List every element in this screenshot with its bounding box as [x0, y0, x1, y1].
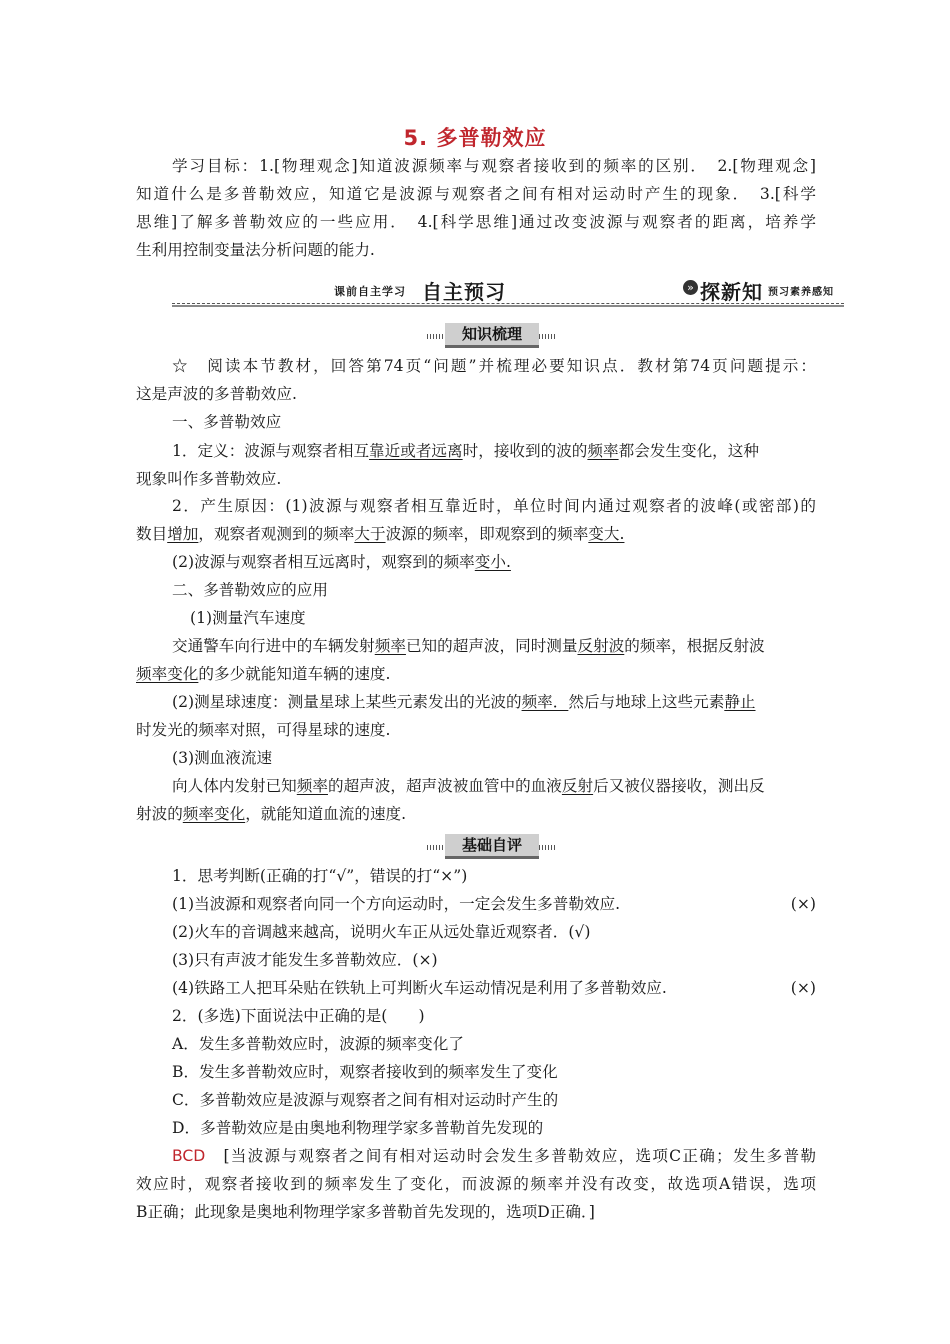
- app-star-line-2: 时发光的频率对照，可得星球的速度.: [136, 721, 391, 739]
- banner-arrow-icon: »: [683, 280, 698, 295]
- blank-answer: 频率变化: [182, 805, 246, 823]
- app-car-heading: (1)测量汽车速度: [190, 609, 306, 627]
- blank-answer: 反射: [561, 777, 594, 795]
- learning-goals-line-1: 学习目标：1.[物理观念]知道波源频率与观察者接收到的频率的区别． 2.[物理观念]: [172, 157, 816, 175]
- question-2-option-c: C．多普勒效应是波源与观察者之间有相对运动时产生的: [172, 1091, 559, 1109]
- answer-explanation-line-3: B正确；此现象是奥地利物理学家多普勒首先发现的，选项D正确．]: [136, 1203, 595, 1221]
- learning-goals-line-4: 生利用控制变量法分析问题的能力.: [136, 241, 375, 259]
- definition-line-2: 现象叫作多普勒效应.: [136, 470, 282, 488]
- learning-goals-line-2: 知道什么是多普勒效应，知道它是波源与观察者之间有相对运动时产生的现象． 3.[科学: [136, 185, 816, 203]
- blank-answer: 频率．: [521, 693, 569, 711]
- blank-answer: 变大.: [588, 525, 625, 543]
- blank-answer: 变小.: [474, 553, 511, 571]
- blank-answer: 静止: [724, 693, 756, 711]
- question-1-item-2: (2)火车的音调越来越高，说明火车正从远处靠近观察者．(√): [172, 923, 591, 941]
- question-2-option-a: A．发生多普勒效应时，波源的频率变化了: [172, 1035, 464, 1053]
- blank-answer: 反射波: [577, 637, 625, 655]
- section-tag-selfcheck: 基础自评: [427, 834, 557, 858]
- app-blood-line-1: 向人体内发射已知频率的超声波，超声波被血管中的血液反射后又被仪器接收，测出反: [172, 777, 765, 795]
- banner-title-1: 自主预习: [422, 280, 506, 304]
- cause-line-2: 数目增加，观察者观测到的频率大于波源的频率，即观察到的频率变大.: [136, 525, 625, 543]
- banner-divider-thick: [172, 305, 844, 307]
- question-1-item-1-mark: (×): [790, 895, 816, 913]
- definition-line-1: 1．定义：波源与观察者相互靠近或者远离时，接收到的波的频率都会发生变化，这种: [172, 442, 759, 460]
- blank-answer: 增加: [167, 525, 199, 543]
- intro-line-2: 这是声波的多普勒效应.: [136, 385, 297, 403]
- blank-answer: 频率: [296, 777, 328, 795]
- app-blood-line-2: 射波的频率变化，就能知道血流的速度.: [136, 805, 407, 823]
- lesson-title: 5. 多普勒效应: [403, 126, 547, 150]
- app-star-line-1: (2)测星球速度：测量星球上某些元素发出的光波的频率．然后与地球上这些元素静止: [172, 693, 756, 711]
- learning-goals-line-3: 思维]了解多普勒效应的一些应用． 4.[科学思维]通过改变波源与观察者的距离，培养学: [136, 213, 816, 231]
- blank-answer: 频率: [587, 442, 619, 460]
- cause-2: (2)波源与观察者相互远离时，观察到的频率变小.: [172, 553, 511, 571]
- question-1-item-4: (4)铁路工人把耳朵贴在铁轨上可判断火车运动情况是利用了多普勒效应.: [172, 979, 667, 997]
- question-1-head: 1．思考判断(正确的打“√”，错误的打“×”): [172, 867, 468, 885]
- blank-answer: 靠近或者远离: [369, 442, 463, 460]
- section-tag-knowledge: 知识梳理: [427, 323, 557, 347]
- blank-answer: 频率变化: [136, 665, 199, 683]
- question-1-item-1: (1)当波源和观察者向同一个方向运动时，一定会发生多普勒效应.: [172, 895, 621, 913]
- blank-answer: 大于: [354, 525, 386, 543]
- cause-line-1: 2．产生原因：(1)波源与观察者相互靠近时，单位时间内通过观察者的波峰(或密部)的: [172, 497, 816, 515]
- blank-answer: 频率: [374, 637, 406, 655]
- app-car-line-1: 交通警车向行进中的车辆发射频率已知的超声波，同时测量反射波的频率，根据反射波: [172, 637, 765, 655]
- banner-title-2: 探新知: [700, 280, 763, 304]
- app-car-line-2: 频率变化的多少就能知道车辆的速度.: [136, 665, 391, 683]
- heading-doppler: 一、多普勒效应: [172, 413, 282, 431]
- section-banner: [172, 276, 844, 304]
- answer-explanation-line-1: BCD [当波源与观察者之间有相对运动时会发生多普勒效应，选项C正确；发生多普勒: [172, 1147, 816, 1165]
- question-2-head: 2．(多选)下面说法中正确的是( ): [172, 1007, 425, 1025]
- app-blood-heading: (3)测血液流速: [172, 749, 273, 767]
- question-2-option-d: D．多普勒效应是由奥地利物理学家多普勒首先发现的: [172, 1119, 544, 1137]
- banner-left-caption: 课前自主学习: [334, 285, 406, 298]
- question-1-item-4-mark: (×): [790, 979, 816, 997]
- intro-line-1: ☆ 阅读本节教材，回答第74页“问题”并梳理必要知识点．教材第74页问题提示：: [172, 357, 816, 375]
- question-1-item-3: (3)只有声波才能发生多普勒效应．(×): [172, 951, 438, 969]
- question-2-option-b: B．发生多普勒效应时，观察者接收到的频率发生了变化: [172, 1063, 558, 1081]
- answer-explanation-line-2: 效应时，观察者接收到的频率发生了变化，而波源的频率并没有改变，故选项A错误，选项: [136, 1175, 816, 1193]
- heading-applications: 二、多普勒效应的应用: [172, 581, 328, 599]
- banner-right-caption: 预习素养感知: [768, 287, 834, 298]
- banner-divider: [172, 303, 844, 304]
- answer-key: BCD: [172, 1147, 206, 1165]
